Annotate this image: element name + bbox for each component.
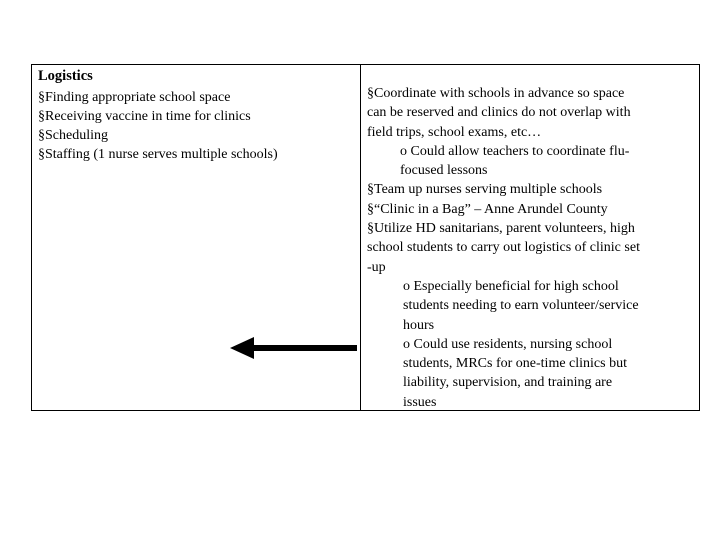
- solution-line: school students to carry out logistics of clinic set: [367, 240, 640, 256]
- challenge-item: §Finding appropriate school space: [38, 90, 231, 105]
- logistics-table: [31, 64, 700, 411]
- solution-line: §Utilize HD sanitarians, parent volunteers, high: [367, 221, 635, 237]
- solution-subline: liability, supervision, and training are: [403, 375, 613, 391]
- logistics-solutions-cell: [367, 84, 697, 412]
- solution-subline: students, MRCs for one-time clinics but: [403, 356, 627, 372]
- solution-line: field trips, school exams, etc…: [367, 124, 542, 140]
- column-divider: [360, 65, 361, 410]
- solution-subline: hours: [403, 317, 435, 333]
- solution-line: can be reserved and clinics do not overlap with: [367, 105, 631, 121]
- challenge-item: §Scheduling: [38, 128, 108, 143]
- solution-subline: issues: [403, 394, 437, 410]
- left-arrow-icon: [230, 336, 360, 360]
- solution-line: §Coordinate with schools in advance so space: [367, 86, 625, 101]
- solution-subline: focused lessons: [400, 163, 488, 179]
- logistics-challenges-cell: [38, 67, 356, 164]
- solution-line: §Team up nurses serving multiple schools: [367, 182, 603, 198]
- solution-subline: o Especially beneficial for high school: [403, 278, 619, 294]
- solution-subline: o Could allow teachers to coordinate flu-: [400, 143, 630, 159]
- solution-line: -up: [367, 259, 386, 275]
- solution-line: §“Clinic in a Bag” – Anne Arundel County: [367, 201, 608, 217]
- challenge-item: §Staffing (1 nurse serves multiple schools): [38, 147, 278, 162]
- solution-subline: o Could use residents, nursing school: [403, 336, 613, 352]
- logistics-heading: Logistics: [38, 68, 93, 84]
- challenge-item: §Receiving vaccine in time for clinics: [38, 109, 251, 124]
- solution-subline: students needing to earn volunteer/service: [403, 298, 639, 314]
